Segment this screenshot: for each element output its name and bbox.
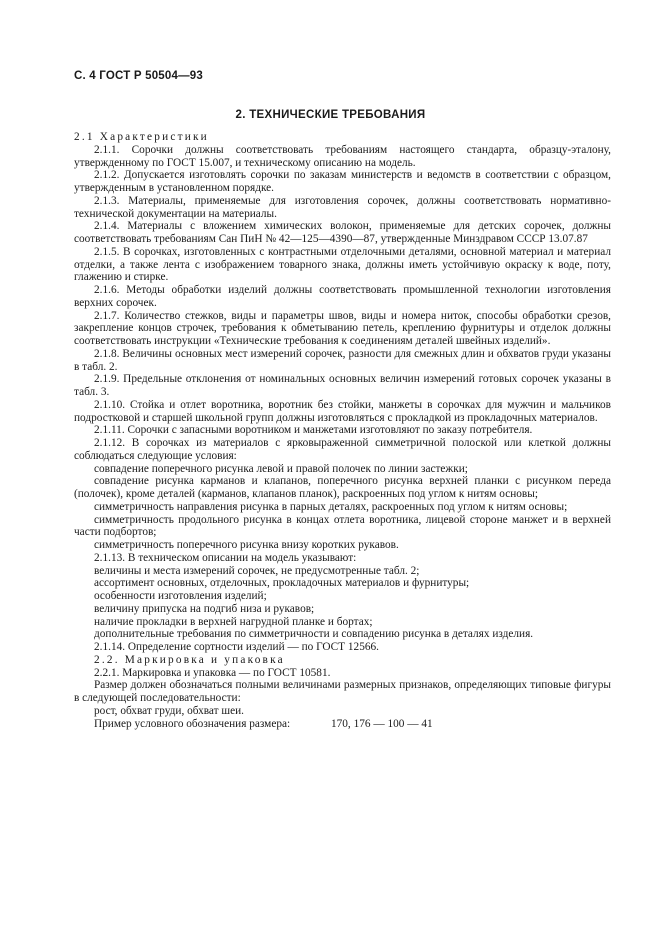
size-example [74, 718, 611, 731]
paragraph: величину припуска на подгиб низа и рукавов; [94, 602, 315, 615]
paragraph: 2.1.10. Стойка и отлет воротника, воротник без стойки, манжеты в сорочках для мужчин и мальчиков подростковой и старшей школьной групп должны изготовляться с прокладкой из прокладочных материалов. [74, 398, 611, 424]
section-title: 2. ТЕХНИЧЕСКИЕ ТРЕБОВАНИЯ [235, 109, 426, 121]
paragraph: совпадение поперечного рисунка левой и правой полочек по линии застежки; [94, 462, 468, 475]
paragraph: рост, обхват груди, обхват шеи. [94, 704, 244, 717]
paragraph: 2.1.4. Материалы с вложением химических волокон, применяемые для детских сорочек, должны соответствовать требованиям Сан ПиН № 42—125—4390—87, утвержденные Минздравом СССР 13.07.87 [74, 220, 611, 245]
paragraph: 2.1.7. Количество стежков, виды и параметры швов, виды и номера ниток, способы обработки срезов, закрепление концов строчек, требования к обметыванию петель, креплению фурнитуры и отделок должны соответствовать инструкции «Технические требования к соединениям деталей швейных изделий». [74, 309, 611, 347]
paragraph: 2.2.1. Маркировка и упаковка — по ГОСТ 10581. [94, 666, 331, 679]
paragraph: 2.1.11. Сорочки с запасными воротником и манжетами изготовляют по заказу потребителя. [94, 424, 533, 437]
size-example-value: 170, 176 — 100 — 41 [330, 717, 433, 730]
paragraph: дополнительные требования по симметричности и совпадению рисунка в деталях изделия. [94, 628, 534, 641]
paragraph: ассортимент основных, отделочных, прокладочных материалов и фурнитуры; [94, 577, 470, 590]
paragraph: величины и места измерений сорочек, не предусмотренные табл. 2; [94, 564, 420, 577]
paragraph: 2.1.12. В сорочках из материалов с ярковыраженной симметричной полоской или клеткой должны соблюдаться следующие условия: [74, 437, 611, 462]
paragraph: 2.1.9. Предельные отклонения от номинальных основных величин измерений готовых сорочек указаны в табл. 3. [74, 373, 611, 398]
document-body [74, 131, 611, 730]
paragraph: симметричность направления рисунка в парных деталях, раскроенных под углом к нитям основы; [94, 500, 568, 513]
paragraph: 2.1.1. Сорочки должны соответствовать требованиям настоящего стандарта, образцу-эталону, утвержденному по ГОСТ 15.007, и техническому описанию на модель. [74, 143, 611, 169]
size-example-label: Пример условного обозначения размера: [94, 717, 291, 730]
paragraph: симметричность поперечного рисунка внизу коротких рукавов. [94, 539, 399, 551]
paragraph: наличие прокладки в верхней нагрудной планке и бортах; [94, 615, 373, 628]
paragraph: Размер должен обозначаться полными величинами размерных признаков, определяющих типовые фигуры в следующей последовательности: [74, 679, 611, 704]
paragraph: 2.1 Характеристики [74, 131, 209, 143]
paragraph: 2.1.5. В сорочках, изготовленных с контрастными отделочными деталями, основной материал и материал отделки, а также лента с изображением товарного знака, должны иметь устойчивую окраску к воде, поту, глажению и стирке. [74, 245, 611, 284]
paragraph: 2.1.13. В техническом описании на модель указывают: [94, 551, 357, 564]
paragraph: 2.1.6. Методы обработки изделий должны соответствовать промышленной технологии изготовления верхних сорочек. [74, 284, 611, 309]
paragraph: совпадение рисунка карманов и клапанов, поперечного рисунка верхней планки с рисунком переда (полочек), кроме деталей (карманов, клапанов планок), раскроенных под углом к нитям основы; [74, 475, 611, 500]
paragraph: 2.1.14. Определение сортности изделий — по ГОСТ 12566. [94, 641, 379, 653]
paragraph: 2.1.2. Допускается изготовлять сорочки по заказам министерств и ведомств в соответствии с образцом, утвержденным в установленном порядке. [74, 169, 611, 194]
paragraph: 2.1.8. Величины основных мест измерений сорочек, разности для смежных длин и обхватов груди указаны в табл. 2. [74, 347, 611, 373]
paragraph: симметричность продольного рисунка в концах отлета воротника, лицевой стороне манжет и в верхней части подбортов; [74, 513, 611, 539]
paragraph: 2.2. Маркировка и упаковка [94, 653, 285, 666]
paragraph: 2.1.3. Материалы, применяемые для изготовления сорочек, должны соответствовать нормативно-технической документации на материалы. [74, 194, 611, 220]
page-header: С. 4 ГОСТ Р 50504—93 [74, 70, 203, 82]
paragraph: особенности изготовления изделий; [94, 590, 267, 602]
